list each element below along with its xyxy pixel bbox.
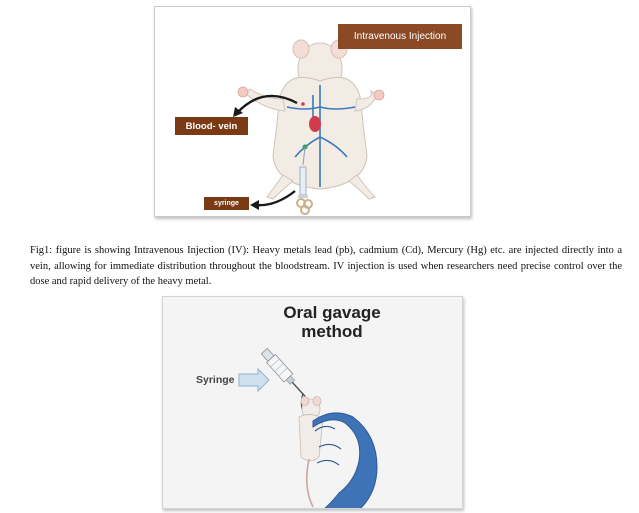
arrow-icon xyxy=(239,369,269,391)
figure-caption xyxy=(30,243,622,290)
label-syringe: Syringe xyxy=(196,374,235,386)
caption-line: control over the dose and rapid delivery of the heavy metal. xyxy=(30,260,622,287)
label-blood-vein: Blood- vein xyxy=(175,117,248,135)
gloved-hand-icon xyxy=(313,413,377,509)
label-intravenous-injection: Intravenous Injection xyxy=(338,24,462,49)
caption-line: Fig1: figure is showing Intravenous Injection (IV): Heavy metals lead (pb), cadmium (Cd), Mercury (Hg) etc. are injected directly xyxy=(30,245,594,256)
caption-line: into a vein, allowing for immediate distribution throughout the bloodstream. IV injection is used when researchers need precise xyxy=(30,245,622,272)
label-syringe: syringe xyxy=(204,197,249,210)
figure-title: Oral gavage method xyxy=(283,303,381,341)
figure-oral-gavage xyxy=(162,296,463,509)
figure-intravenous-injection xyxy=(154,6,471,217)
heart-icon xyxy=(309,116,321,132)
